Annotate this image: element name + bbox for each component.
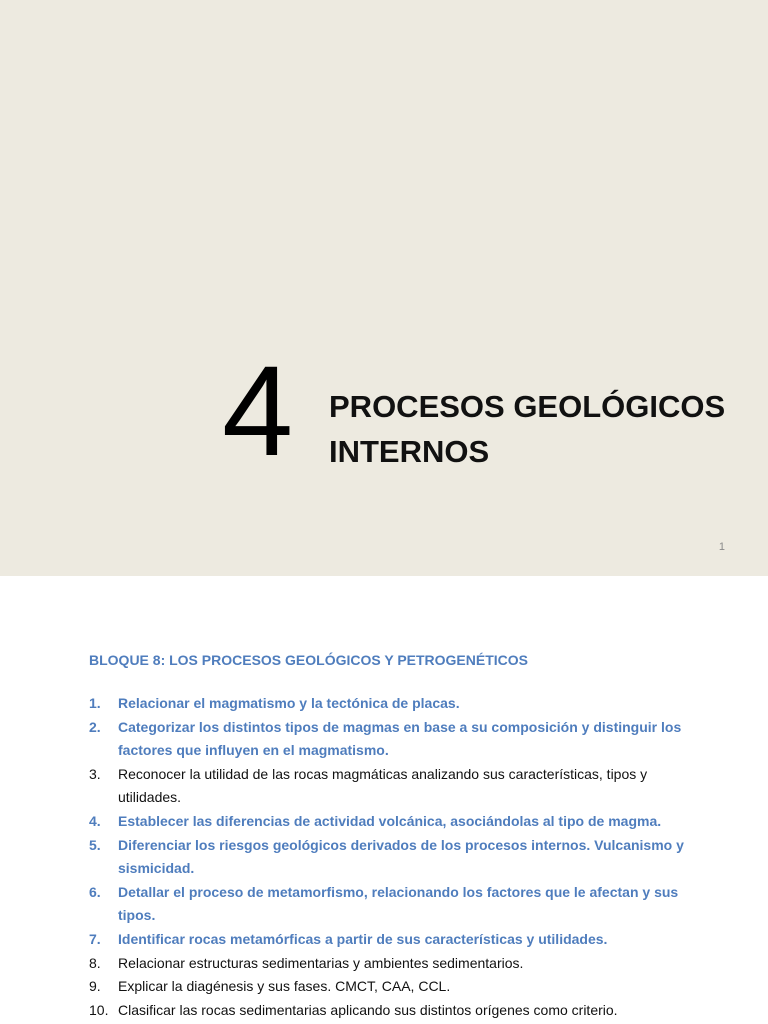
objective-text: Reconocer la utilidad de las rocas magmáticas analizando sus características, tipos y utilidades. [118, 765, 648, 806]
objective-number: 6. [89, 883, 101, 900]
objective-text: Detallar el proceso de metamorfismo, relacionando los factores que le afectan y sus tipos. [118, 883, 679, 924]
objectives-list [89, 692, 714, 1022]
objective-item [89, 692, 714, 716]
chapter-title-line-1: PROCESOS GEOLÓGICOS [329, 389, 726, 424]
chapter-title [329, 384, 749, 474]
objective-number: 4. [89, 812, 101, 829]
objective-text: Identificar rocas metamórficas a partir de sus características y utilidades. [118, 930, 608, 947]
objective-item [89, 763, 714, 810]
objective-number: 7. [89, 930, 101, 947]
objective-text: Relacionar el magmatismo y la tectónica de placas. [118, 695, 460, 711]
objective-text: Clasificar las rocas sedimentarias aplicando sus distintos orígenes como criterio. [118, 1001, 618, 1018]
objective-text: Explicar la diagénesis y sus fases. CMCT, CAA, CCL. [118, 978, 451, 995]
objective-text: Categorizar los distintos tipos de magmas en base a su composición y distinguir los factores que influyen en el magmatismo. [118, 718, 682, 759]
page-number: 1 [718, 541, 725, 553]
block-heading: BLOQUE 8: LOS PROCESOS GEOLÓGICOS Y PETROGENÉTICOS [89, 652, 528, 668]
objective-text: Relacionar estructuras sedimentarias y ambientes sedimentarios. [118, 954, 524, 971]
objective-item [89, 716, 714, 763]
chapter-number: 4 [222, 340, 292, 483]
objective-number: 9. [89, 978, 101, 995]
objective-item [89, 999, 714, 1023]
objective-number: 3. [89, 765, 101, 782]
objective-number: 2. [89, 718, 101, 735]
objective-item [89, 952, 714, 976]
chapter-title-line-2: INTERNOS [329, 434, 490, 469]
objective-item [89, 881, 714, 928]
objective-number: 8. [89, 954, 101, 971]
objective-text: Diferenciar los riesgos geológicos derivados de los procesos internos. Vulcanismo y sismicidad. [118, 836, 684, 877]
objective-number: 1. [89, 695, 101, 711]
objective-item [89, 928, 714, 952]
objective-number: 10. [89, 1001, 109, 1018]
objective-item [89, 834, 714, 881]
objective-number: 5. [89, 836, 101, 853]
objective-item [89, 975, 714, 999]
objective-text: Establecer las diferencias de actividad volcánica, asociándolas al tipo de magma. [118, 812, 662, 829]
objective-item [89, 810, 714, 834]
objectives-slide [0, 576, 768, 1024]
